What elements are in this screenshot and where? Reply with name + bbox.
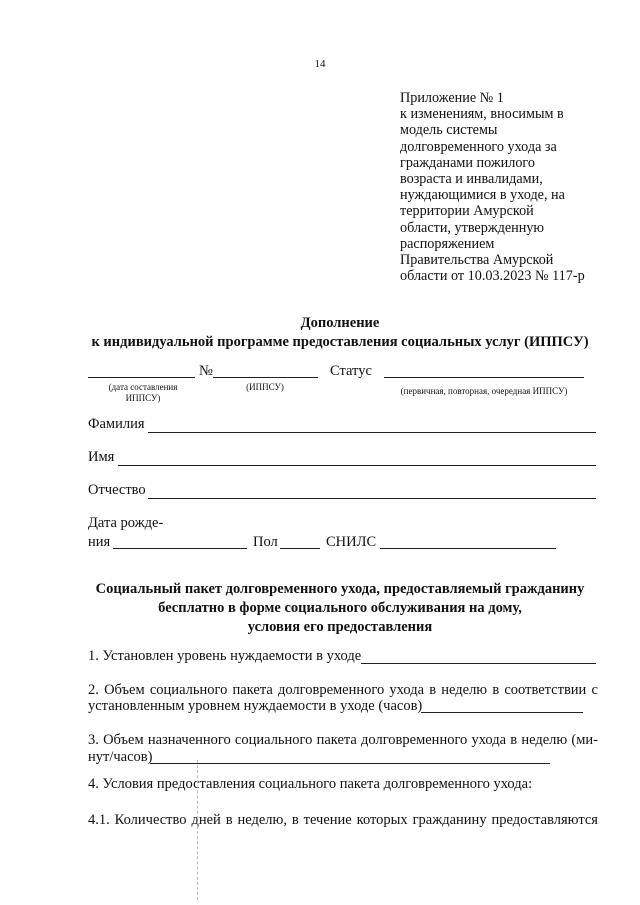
social-package-title-line3: условия его предоставления — [247, 619, 433, 635]
item-4-text: 4. Условия предоставления социального пакета долговременного ухода: — [88, 776, 533, 792]
snils-label: СНИЛС — [326, 534, 377, 550]
status-field-line[interactable] — [384, 377, 584, 378]
word: дней — [191, 812, 221, 828]
word: Объем — [103, 732, 144, 748]
word: 2. — [88, 682, 99, 698]
word: в — [291, 812, 299, 828]
word: назначенного — [147, 732, 231, 748]
date-field-line[interactable] — [88, 377, 195, 378]
appendix-line: возраста и инвалидами, — [400, 171, 543, 188]
patronymic-label: Отчество — [88, 482, 146, 498]
social-package-title-line1: Социальный пакет долговременного ухода, предоставляемый гражданину — [95, 581, 585, 597]
word: Количество — [114, 812, 187, 828]
word: в — [492, 682, 500, 698]
appendix-line: нуждающимися в уходе, на — [400, 187, 565, 204]
item-4-1-line1 — [88, 811, 598, 829]
word: течение — [303, 812, 352, 828]
name-label: Имя — [88, 449, 115, 465]
birthdate-field-line[interactable] — [113, 548, 247, 549]
appendix-line: распоряжением — [400, 235, 495, 252]
hint-status: (первичная, повторная, очередная ИППСУ) — [400, 386, 568, 396]
supplement-title-line1: Дополнение — [300, 315, 380, 331]
word: ухода — [471, 732, 507, 748]
appendix-line: модель системы — [400, 122, 498, 139]
appendix-line: гражданами пожилого — [400, 154, 535, 171]
word: неделю, — [237, 812, 287, 828]
word: гражданину — [412, 812, 487, 828]
page-number: 14 — [314, 58, 326, 70]
name-field-line[interactable] — [118, 465, 596, 466]
item-3-field-line[interactable] — [150, 763, 550, 764]
ippsu-number-line[interactable] — [213, 377, 318, 378]
word: долговременного — [361, 732, 468, 748]
surname-field-line[interactable] — [148, 432, 596, 433]
sex-label: Пол — [253, 534, 278, 550]
item-1-text: 1. Установлен уровень нуждаемости в уходе — [88, 648, 362, 664]
word: долговременного — [277, 682, 385, 698]
word: 4.1. — [88, 812, 110, 828]
item-3-line2: нут/часов) — [88, 749, 153, 765]
hint-date: (дата составления ИППСУ) — [108, 382, 178, 403]
appendix-line: долговременного ухода за — [400, 138, 557, 155]
word: пакета — [232, 682, 273, 698]
word: в — [225, 812, 233, 828]
number-sign: № — [199, 363, 213, 379]
word: пакета — [316, 732, 357, 748]
appendix-line: области от 10.03.2023 № 117-р — [400, 268, 585, 285]
word: предоставляются — [491, 812, 598, 828]
word: в — [429, 682, 437, 698]
appendix-line: территории Амурской — [400, 203, 534, 220]
status-label: Статус — [330, 363, 372, 379]
sex-field-line[interactable] — [280, 548, 320, 549]
appendix-line: к изменениям, вносимым в — [400, 106, 564, 123]
word: (ми- — [571, 732, 598, 748]
birthdate-label-line2: ния — [88, 534, 111, 550]
word: соответствии — [504, 682, 587, 698]
word: социального — [149, 682, 228, 698]
hint-ippsu: (ИППСУ) — [246, 382, 284, 392]
item-4-1-paragraph — [88, 811, 598, 829]
item-2-line2: установленным уровнем нуждаемости в уходе (часов) — [88, 698, 423, 714]
social-package-title-line2: бесплатно в форме социального обслуживания на дому, — [158, 600, 522, 616]
word: которых — [356, 812, 408, 828]
item-2-line1 — [88, 681, 598, 699]
birthdate-label-line1: Дата рожде- — [88, 515, 164, 531]
surname-label: Фамилия — [88, 416, 145, 432]
supplement-title — [60, 314, 620, 352]
word: в — [510, 732, 518, 748]
patronymic-field-line[interactable] — [148, 498, 596, 499]
word: Объем — [104, 682, 145, 698]
word: с — [591, 682, 598, 698]
item-2-paragraph — [88, 681, 598, 699]
item-2-field-line[interactable] — [421, 712, 583, 713]
item-3-line1 — [88, 731, 598, 749]
snils-field-line[interactable] — [380, 548, 556, 549]
item-1-field-line[interactable] — [361, 663, 596, 664]
word: 3. — [88, 732, 99, 748]
social-package-title — [60, 580, 620, 637]
word: неделю — [441, 682, 488, 698]
supplement-title-line2: к индивидуальной программе предоставления социальных услуг (ИППСУ) — [91, 334, 589, 350]
scan-fold-mark — [197, 760, 198, 900]
word: социального — [234, 732, 313, 748]
appendix-line: области, утвержденную — [400, 219, 545, 236]
appendix-line: Приложение № 1 — [400, 90, 504, 106]
appendix-line: Правительства Амурской — [400, 252, 554, 269]
appendix-block — [400, 90, 600, 284]
item-3-paragraph — [88, 731, 598, 749]
word: ухода — [389, 682, 425, 698]
word: неделю — [521, 732, 568, 748]
